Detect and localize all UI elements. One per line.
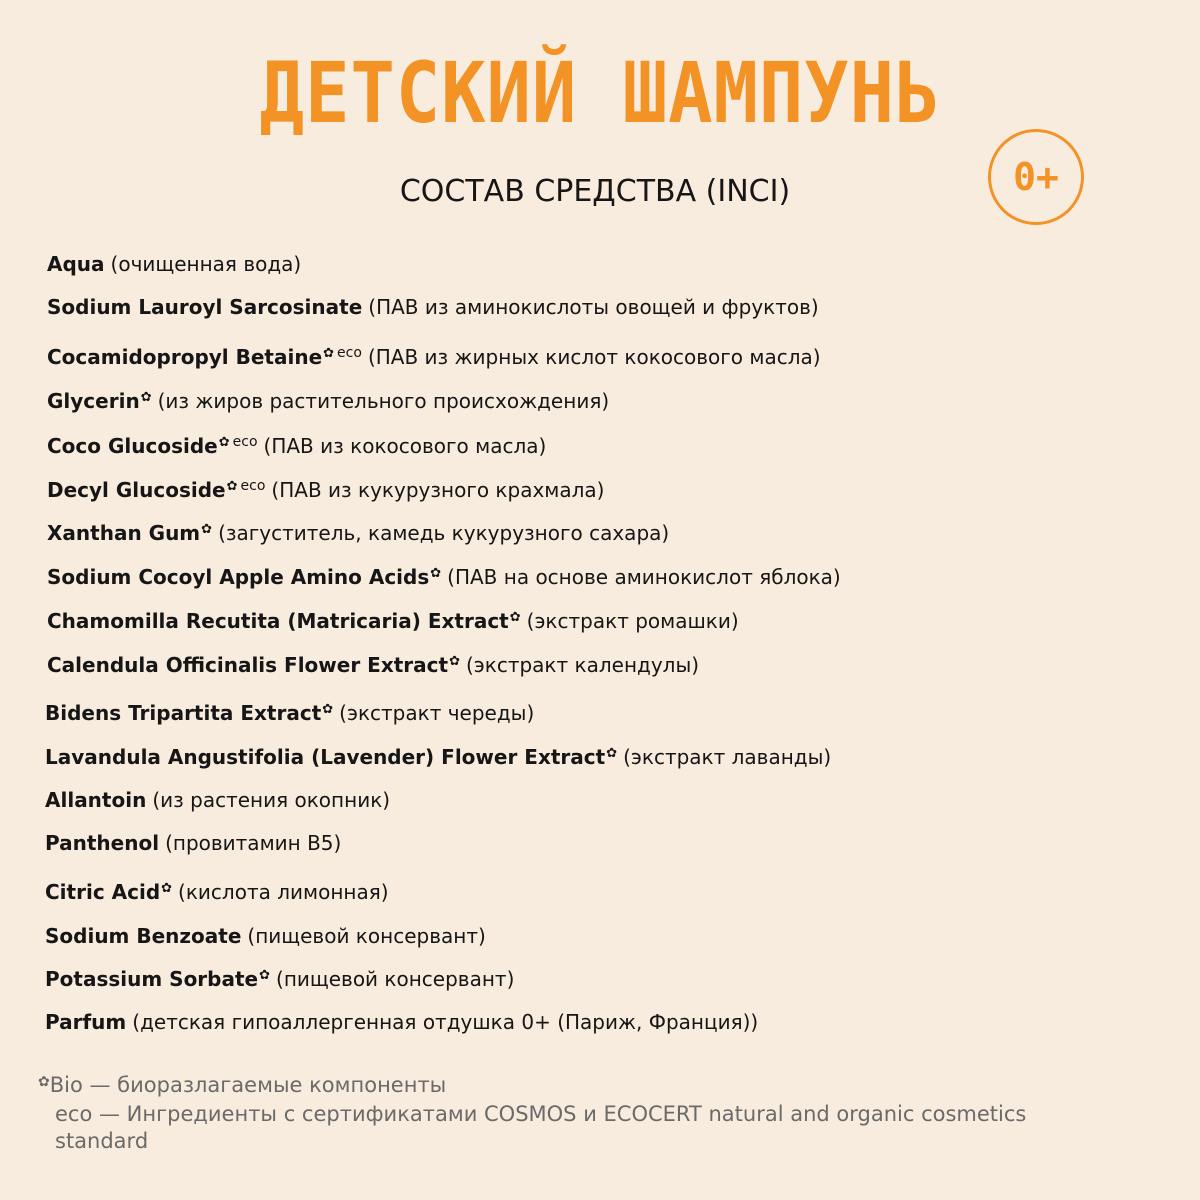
ingredient-description: (из жиров растительного происхождения): [157, 389, 610, 413]
ingredient-item: [45, 829, 341, 857]
legend-bio-text: Bio — биоразлагаемые компоненты: [49, 1073, 447, 1097]
ingredient-item: [45, 740, 831, 771]
ingredient-item: [45, 962, 514, 993]
ingredient-name: Calendula Officinalis Flower Extract: [47, 653, 449, 677]
ingredient-name: Cocamidopropyl Betaine: [47, 345, 323, 369]
age-badge-label: 0+: [1013, 155, 1059, 199]
ingredient-name: Sodium Lauroyl Sarcosinate: [47, 295, 363, 319]
ingredient-item: [45, 786, 390, 814]
ingredient-description: (кислота лимонная): [178, 880, 389, 904]
ingredient-name: Citric Acid: [45, 880, 161, 904]
ingredient-name: Glycerin: [47, 389, 140, 413]
ingredient-name: Decyl Glucoside: [47, 478, 226, 502]
ingredient-item: [47, 472, 604, 504]
ingredient-description: (экстракт лаванды): [623, 745, 832, 769]
ingredient-description: (ПАВ на основе аминокислот яблока): [447, 565, 841, 589]
ingredient-name: Sodium Benzoate: [45, 924, 242, 948]
composition-heading: СОСТАВ СРЕДСТВА (INCI): [399, 174, 791, 209]
ingredient-item: [47, 648, 699, 679]
bio-flower-icon: ✿: [259, 968, 271, 983]
ingredient-item: [45, 696, 534, 727]
ingredient-name: Coco Glucoside: [47, 434, 218, 458]
ingredient-name: Panthenol: [45, 831, 160, 855]
ingredient-description: (пищевой консервант): [276, 967, 515, 991]
ingredient-item: [45, 875, 389, 906]
ingredient-item: [47, 516, 669, 547]
ingredient-name: Xanthan Gum: [47, 521, 201, 545]
ingredient-item: [47, 384, 609, 415]
ingredient-description: (ПАВ из жирных кислот кокосового масла): [367, 345, 821, 369]
ingredient-description: (пищевой консервант): [247, 924, 486, 948]
ingredient-item: [47, 250, 301, 278]
ingredient-description: (экстракт ромашки): [526, 609, 739, 633]
ingredient-name: Bidens Tripartita Extract: [45, 701, 322, 725]
ingredient-item: [45, 1008, 758, 1036]
ingredient-description: (из растения окопник): [152, 788, 391, 812]
ingredient-description: (экстракт череды): [339, 701, 535, 725]
ingredient-description: (ПАВ из аминокислоты овощей и фруктов): [368, 295, 819, 319]
ingredient-description: (детская гипоаллергенная отдушка 0+ (Париж, Франция)): [132, 1010, 759, 1034]
ingredient-description: (экстракт календулы): [465, 653, 700, 677]
bio-flower-icon: ✿: [430, 566, 442, 581]
bio-flower-icon: ✿: [201, 522, 213, 537]
legend-bio-line: [38, 1069, 1055, 1099]
bio-flower-icon: ✿: [509, 610, 521, 625]
ingredient-description: (ПАВ из кукурузного крахмала): [271, 478, 605, 502]
legend: [38, 1069, 1055, 1155]
ingredient-name: Sodium Cocoyl Apple Amino Acids: [47, 565, 430, 589]
bio-flower-icon: ✿: [322, 702, 334, 717]
ingredient-name: Potassium Sorbate: [45, 967, 259, 991]
ingredient-description: (ПАВ из кокосового масла): [263, 434, 547, 458]
ingredient-description: (загуститель, камедь кукурузного сахара): [218, 521, 670, 545]
eco-mark: eco: [232, 434, 258, 450]
bio-flower-icon: ✿: [226, 479, 238, 494]
bio-flower-icon: ✿: [38, 1074, 50, 1090]
ingredient-name: Aqua: [47, 252, 105, 276]
ingredient-item: [45, 922, 486, 950]
bio-flower-icon: ✿: [606, 746, 618, 761]
eco-mark: eco: [240, 478, 266, 494]
ingredient-item: [47, 604, 739, 635]
ingredient-description: (провитамин B5): [165, 831, 342, 855]
page-title: ДЕТСКИЙ ШАМПУНЬ: [259, 44, 941, 142]
ingredient-item: [47, 428, 546, 460]
ingredient-name: Chamomilla Recutita (Matricaria) Extract: [47, 609, 509, 633]
ingredient-item: [47, 339, 821, 371]
eco-mark: eco: [337, 345, 362, 361]
ingredient-item: [47, 560, 841, 591]
bio-flower-icon: ✿: [323, 346, 335, 361]
ingredient-item: [47, 293, 819, 321]
bio-flower-icon: ✿: [140, 390, 152, 405]
ingredient-name: Allantoin: [45, 788, 147, 812]
ingredient-name: Lavandula Angustifolia (Lavender) Flower Extract: [45, 745, 606, 769]
ingredient-name: Parfum: [45, 1010, 127, 1034]
bio-flower-icon: ✿: [449, 654, 460, 669]
ingredient-description: (очищенная вода): [110, 252, 302, 276]
bio-flower-icon: ✿: [218, 435, 230, 450]
bio-flower-icon: ✿: [161, 881, 173, 896]
legend-eco-text: eco — Ингредиенты с сертификатами COSMOS и ECOCERT natural and organic cosmetics standard: [55, 1102, 1027, 1153]
